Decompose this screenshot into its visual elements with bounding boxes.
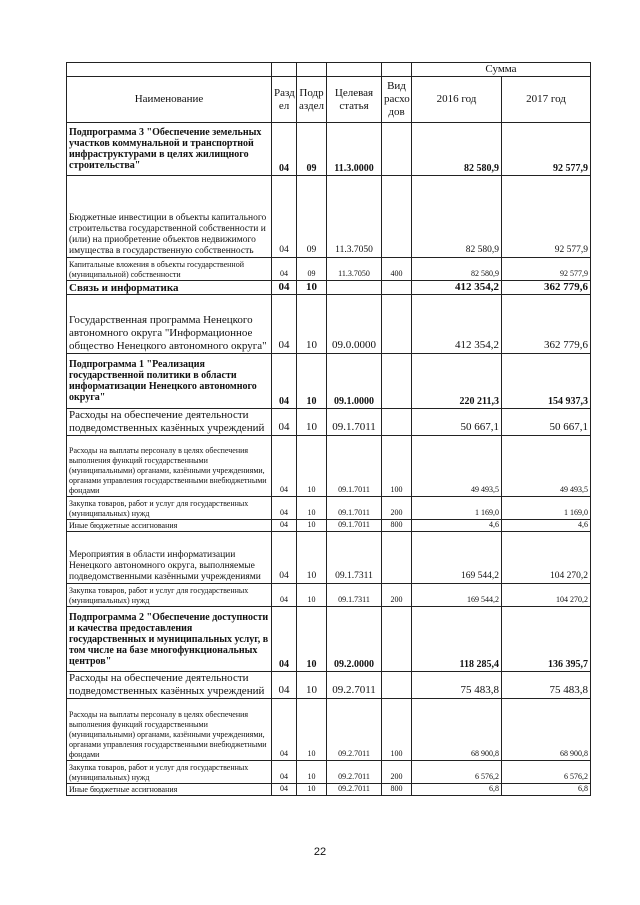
row-vid (382, 607, 412, 672)
row-podrazdel: 10 (297, 699, 327, 761)
row-2017: 6 576,2 (502, 761, 591, 784)
row-2016: 412 354,2 (412, 295, 502, 354)
row-name: Мероприятия в области информатизации Ненецкого автономного округа, выполняемые подведомственными казёнными учреждениями (67, 532, 272, 584)
row-podrazdel: 10 (297, 497, 327, 520)
table-row (67, 295, 591, 354)
row-vid: 100 (382, 699, 412, 761)
row-target: 09.2.7011 (327, 699, 382, 761)
row-target: 09.1.7311 (327, 584, 382, 607)
row-2016: 68 900,8 (412, 699, 502, 761)
row-name: Капитальные вложения в объекты государственной (муниципальной) собственности (67, 258, 272, 281)
table-row (67, 672, 591, 699)
table-row (67, 584, 591, 607)
row-podrazdel: 10 (297, 520, 327, 532)
row-target: 09.1.0000 (327, 354, 382, 409)
row-vid (382, 532, 412, 584)
row-2016: 1 169,0 (412, 497, 502, 520)
row-2017: 1 169,0 (502, 497, 591, 520)
row-target: 09.1.7011 (327, 497, 382, 520)
row-podrazdel: 10 (297, 784, 327, 796)
row-podrazdel: 10 (297, 584, 327, 607)
row-razdel: 04 (272, 258, 297, 281)
row-2017: 4,6 (502, 520, 591, 532)
header-podrazdel: Подр аздел (297, 77, 327, 123)
row-vid (382, 281, 412, 295)
row-podrazdel: 09 (297, 123, 327, 176)
row-name: Закупка товаров, работ и услуг для государственных (муниципальных) нужд (67, 761, 272, 784)
row-razdel: 04 (272, 699, 297, 761)
row-target: 09.1.7311 (327, 532, 382, 584)
row-2017: 92 577,9 (502, 123, 591, 176)
row-razdel: 04 (272, 409, 297, 436)
row-name: Бюджетные инвестиции в объекты капитального строительства государственной собственности и (или) на приобретение объектов недвижимого имущества в государственную собственность (67, 176, 272, 258)
row-target: 09.0.0000 (327, 295, 382, 354)
row-2016: 82 580,9 (412, 258, 502, 281)
row-2017: 50 667,1 (502, 409, 591, 436)
row-name: Связь и информатика (67, 281, 272, 295)
row-razdel: 04 (272, 761, 297, 784)
row-vid (382, 295, 412, 354)
row-podrazdel: 10 (297, 436, 327, 497)
row-vid (382, 354, 412, 409)
row-razdel: 04 (272, 607, 297, 672)
row-2016: 49 493,5 (412, 436, 502, 497)
row-target: 09.2.7011 (327, 784, 382, 796)
header-row (67, 77, 591, 123)
row-2017: 104 270,2 (502, 532, 591, 584)
row-target: 11.3.7050 (327, 176, 382, 258)
row-razdel: 04 (272, 532, 297, 584)
row-target: 09.1.7011 (327, 436, 382, 497)
row-razdel: 04 (272, 520, 297, 532)
row-razdel: 04 (272, 436, 297, 497)
table-row (67, 436, 591, 497)
table-row (67, 354, 591, 409)
row-vid (382, 409, 412, 436)
row-razdel: 04 (272, 354, 297, 409)
row-target: 09.1.7011 (327, 520, 382, 532)
table-row (67, 176, 591, 258)
row-2017: 104 270,2 (502, 584, 591, 607)
row-name: Иные бюджетные ассигнования (67, 520, 272, 532)
row-vid: 400 (382, 258, 412, 281)
row-razdel: 04 (272, 123, 297, 176)
row-2017: 92 577,9 (502, 258, 591, 281)
row-2016: 6,8 (412, 784, 502, 796)
row-2016: 4,6 (412, 520, 502, 532)
table-row (67, 699, 591, 761)
row-2017: 362 779,6 (502, 281, 591, 295)
header-name: Наименование (67, 77, 272, 123)
table-row (67, 258, 591, 281)
header-spacer-podrazdel (297, 63, 327, 77)
row-target: 09.2.7011 (327, 761, 382, 784)
row-podrazdel: 10 (297, 354, 327, 409)
row-podrazdel: 10 (297, 281, 327, 295)
header-2017: 2017 год (502, 77, 591, 123)
row-podrazdel: 10 (297, 409, 327, 436)
row-vid: 800 (382, 784, 412, 796)
row-target: 09.2.0000 (327, 607, 382, 672)
row-razdel: 04 (272, 672, 297, 699)
row-name: Расходы на обеспечение деятельности подведомственных казённых учреждений (67, 672, 272, 699)
header-spacer-target (327, 63, 382, 77)
budget-table (66, 62, 591, 796)
row-razdel: 04 (272, 497, 297, 520)
header-vid: Вид расхо дов (382, 77, 412, 123)
row-2016: 169 544,2 (412, 584, 502, 607)
budget-table-sheet (66, 62, 590, 796)
row-2017: 154 937,3 (502, 354, 591, 409)
row-vid: 200 (382, 761, 412, 784)
row-target: 09.1.7011 (327, 409, 382, 436)
row-podrazdel: 10 (297, 761, 327, 784)
header-2016: 2016 год (412, 77, 502, 123)
row-2016: 169 544,2 (412, 532, 502, 584)
row-2016: 412 354,2 (412, 281, 502, 295)
row-name: Расходы на обеспечение деятельности подведомственных казённых учреждений (67, 409, 272, 436)
table-row (67, 409, 591, 436)
row-name: Расходы на выплаты персоналу в целях обеспечения выполнения функций государственными (муниципальными) органами, казёнными учреждениями, органами управления государственными внебюджетными фондами (67, 699, 272, 761)
row-target (327, 281, 382, 295)
table-row (67, 761, 591, 784)
row-razdel: 04 (272, 295, 297, 354)
row-name: Закупка товаров, работ и услуг для государственных (муниципальных) нужд (67, 497, 272, 520)
row-name: Иные бюджетные ассигнования (67, 784, 272, 796)
table-row (67, 123, 591, 176)
row-podrazdel: 09 (297, 176, 327, 258)
row-2017: 75 483,8 (502, 672, 591, 699)
row-2017: 92 577,9 (502, 176, 591, 258)
row-2016: 118 285,4 (412, 607, 502, 672)
row-2016: 82 580,9 (412, 176, 502, 258)
row-name: Подпрограмма 1 "Реализация государственной политики в области информатизации Ненецкого автономного округа" (67, 354, 272, 409)
row-name: Подпрограмма 2 "Обеспечение доступности и качества предоставления государственных и муниципальных услуг, в том числе на базе многофункциональных центров" (67, 607, 272, 672)
row-razdel: 04 (272, 784, 297, 796)
header-target: Целевая статья (327, 77, 382, 123)
row-2016: 82 580,9 (412, 123, 502, 176)
row-vid: 800 (382, 520, 412, 532)
page-number: 22 (313, 846, 327, 858)
table-row (67, 281, 591, 295)
row-2016: 6 576,2 (412, 761, 502, 784)
row-target: 09.2.7011 (327, 672, 382, 699)
row-podrazdel: 09 (297, 258, 327, 281)
row-vid: 200 (382, 584, 412, 607)
row-podrazdel: 10 (297, 607, 327, 672)
row-vid (382, 672, 412, 699)
row-vid (382, 123, 412, 176)
row-razdel: 04 (272, 584, 297, 607)
row-2016: 75 483,8 (412, 672, 502, 699)
table-row (67, 497, 591, 520)
row-2016: 220 211,3 (412, 354, 502, 409)
header-spacer-razdel (272, 63, 297, 77)
row-vid: 100 (382, 436, 412, 497)
row-podrazdel: 10 (297, 295, 327, 354)
header-spacer-name (67, 63, 272, 77)
row-2017: 49 493,5 (502, 436, 591, 497)
row-name: Подпрограмма 3 "Обеспечение земельных участков коммунальной и транспортной инфраструктурами в целях жилищного строительства" (67, 123, 272, 176)
table-row (67, 532, 591, 584)
row-target: 11.3.0000 (327, 123, 382, 176)
table-row (67, 607, 591, 672)
row-podrazdel: 10 (297, 672, 327, 699)
row-2017: 362 779,6 (502, 295, 591, 354)
header-sum: Сумма (412, 63, 591, 77)
row-razdel: 04 (272, 176, 297, 258)
row-name: Расходы на выплаты персоналу в целях обеспечения выполнения функций государственными (муниципальными) органами, казёнными учреждениями, органами управления государственными внебюджетными фондами (67, 436, 272, 497)
table-row (67, 520, 591, 532)
row-name: Государственная программа Ненецкого автономного округа "Информационное общество Ненецкого автономного округа" (67, 295, 272, 354)
row-2017: 68 900,8 (502, 699, 591, 761)
row-vid (382, 176, 412, 258)
row-razdel: 04 (272, 281, 297, 295)
header-razdel: Разд ел (272, 77, 297, 123)
row-target: 11.3.7050 (327, 258, 382, 281)
row-2017: 6,8 (502, 784, 591, 796)
row-2016: 50 667,1 (412, 409, 502, 436)
header-row-top (67, 63, 591, 77)
row-podrazdel: 10 (297, 532, 327, 584)
row-name: Закупка товаров, работ и услуг для государственных (муниципальных) нужд (67, 584, 272, 607)
table-row (67, 784, 591, 796)
row-vid: 200 (382, 497, 412, 520)
header-spacer-vid (382, 63, 412, 77)
row-2017: 136 395,7 (502, 607, 591, 672)
